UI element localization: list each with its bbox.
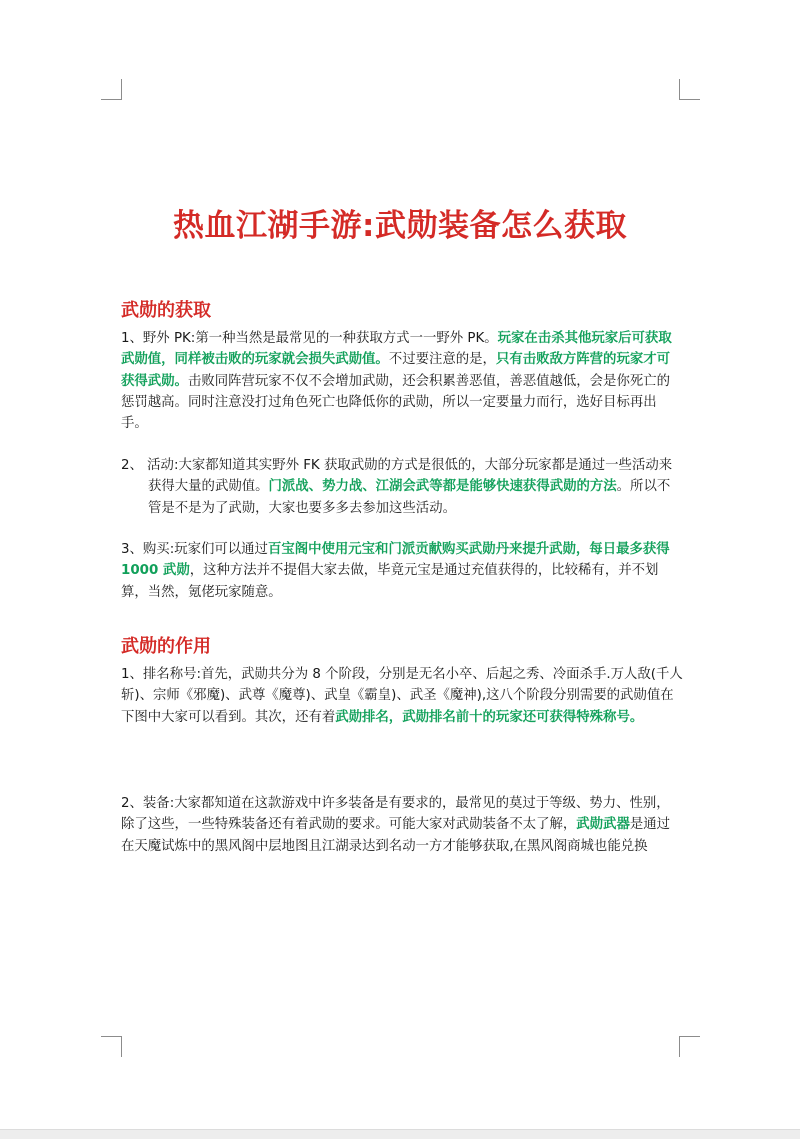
crop-mark-top-right (679, 79, 700, 100)
paragraph-equipment (121, 793, 683, 857)
highlight-segment: 门派战、势力战、江湖会武等都是能够快速获得武勋的方法 (268, 479, 617, 495)
text-segment: 2、 活动:大家都知道其实野外 FK 获取武勋的方式是很低的，大部分玩家都是通过一些活动来获得大量的武勋值。 (121, 458, 673, 495)
text-segment: 1、排名称号:首先，武勋共分为 8 个阶段，分别是无名小卒、后起之秀、冷面杀手.万人敌(千人斩)、宗师《邪魔)、武尊《魔尊)、武皇《霸皇)、武圣《魔神),这八个阶段分别需要的武勋值在下图中大家可以看到。其次，还有着 (121, 667, 683, 725)
crop-mark-bottom-left (101, 1036, 122, 1057)
page-bottom-edge (0, 1129, 800, 1139)
document-title: 热血江湖手游:武勋装备怎么获取 (173, 208, 627, 244)
crop-mark-bottom-right (679, 1036, 700, 1057)
highlight-segment: 武勋武器 (576, 817, 630, 833)
paragraph-wild-pk (121, 328, 683, 434)
highlight-segment: 玩家在击杀其他玩家后可获取武勋值，同样被击败的玩家就会损失武勋值。 (121, 331, 672, 368)
text-segment: 不过要注意的是， (388, 352, 496, 368)
section-heading-usage: 武勋的作用 (121, 636, 211, 657)
text-segment: 是通过在天魔试炼中的黑风阁中层地图且江湖录达到名动一方才能够获取,在黑风阁商城也能兑换 (121, 817, 671, 854)
text-segment: ，这种方法并不提倡大家去做，毕竟元宝是通过充值获得的，比较稀有，并不划算，当然，氪佬玩家随意。 (121, 563, 659, 600)
text-segment: 1、野外 PK:第一种当然是最常见的一种获取方式一一野外 PK。 (121, 331, 498, 346)
text-segment: 击败同阵营玩家不仅不会增加武勋，还会积累善恶值，善恶值越低，会是你死亡的惩罚越高。同时注意没打过角色死亡也降低你的武勋，所以一定要量力而行，选好目标再出手。 (121, 373, 671, 432)
highlight-segment: 武勋排名，武勋排名前十的玩家还可获得特殊称号。 (335, 709, 644, 725)
section-heading-acquire: 武勋的获取 (121, 300, 211, 321)
crop-mark-top-left (101, 79, 122, 100)
highlight-segment: 只有击败敌方阵营的玩家才可获得武勋。 (121, 352, 671, 389)
text-segment: 2、装备:大家都知道在这款游戏中许多装备是有要求的，最常见的莫过于等级、势力、性别，除了这些，一些特殊装备还有着武勋的要求。可能大家对武勋装备不太了解， (121, 796, 670, 833)
highlight-segment: 百宝阁中使用元宝和门派贡献购买武勋丹来提升武勋，每日最多获得 1000 武勋 (121, 542, 670, 579)
text-segment: 。所以不管是不是为了武勋，大家也要多多去参加这些活动。 (148, 479, 671, 516)
paragraph-rank-title (121, 664, 683, 728)
text-segment: 3、购买:玩家们可以通过 (121, 542, 268, 557)
paragraph-purchase (121, 539, 683, 603)
paragraph-activities (121, 455, 683, 519)
